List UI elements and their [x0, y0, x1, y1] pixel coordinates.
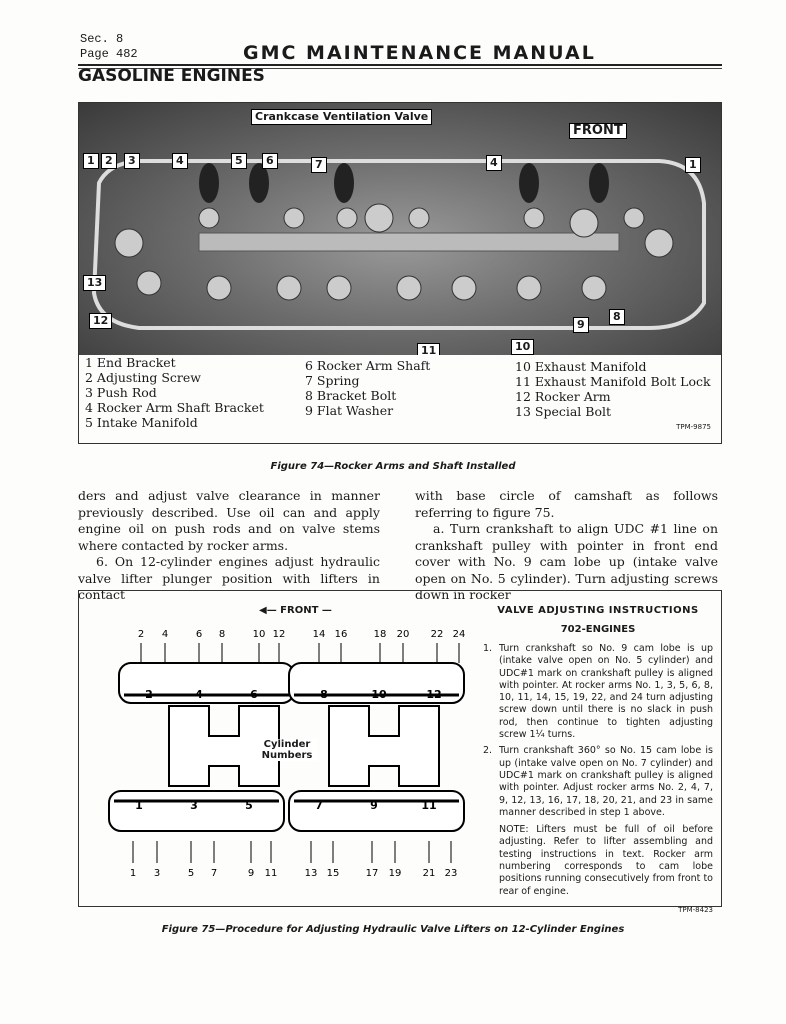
rocker-number-bottom: 3 [153, 868, 161, 879]
rocker-number-bottom: 21 [422, 868, 436, 879]
callout-8: 8 [609, 309, 625, 325]
callout-4: 4 [172, 153, 188, 169]
rocker-number-bottom: 17 [365, 868, 379, 879]
rocker-number-top: 22 [430, 629, 444, 640]
rocker-number-bottom: 23 [444, 868, 458, 879]
callout-10: 10 [511, 339, 534, 355]
legend-col-3 [515, 359, 711, 419]
rocker-number-bottom: 13 [304, 868, 318, 879]
cylinder-number: 1 [135, 799, 143, 812]
legend-item: 6 Rocker Arm Shaft [305, 358, 431, 373]
section-number: Sec. 8 [80, 32, 124, 46]
instructions-panel [483, 605, 713, 914]
instructions-subtitle: 702-ENGINES [560, 624, 636, 635]
rocker-number-top: 6 [195, 629, 203, 640]
rocker-number-top: 2 [137, 629, 145, 640]
rocker-number-bottom: 11 [264, 868, 278, 879]
cylinder-number: 9 [370, 799, 378, 812]
cylinder-number: 2 [145, 688, 153, 701]
callout-4b: 4 [486, 155, 502, 171]
callout-3: 3 [124, 153, 140, 169]
legend-item: 12 Rocker Arm [515, 389, 611, 404]
callout-7: 7 [311, 157, 327, 173]
cylinder-number: 12 [426, 688, 442, 701]
rocker-number-bottom: 1 [129, 868, 137, 879]
cylinder-number: 6 [250, 688, 258, 701]
body-right-column [415, 488, 718, 604]
front-label: FRONT [280, 605, 319, 616]
legend-item: 4 Rocker Arm Shaft Bracket [85, 400, 264, 415]
rocker-number-top: 20 [396, 629, 410, 640]
engine-illustration [79, 103, 721, 355]
callout-crankcase-ventilation-valve: Crankcase Ventilation Valve [251, 109, 432, 125]
section-page-ref [80, 32, 138, 62]
rocker-number-bottom: 5 [187, 868, 195, 879]
legend-item: 9 Flat Washer [305, 403, 394, 418]
page-number: Page 482 [80, 47, 138, 61]
rocker-number-top: 10 [252, 629, 266, 640]
instructions-title: VALVE ADJUSTING INSTRUCTIONS [497, 605, 699, 616]
legend-item: 11 Exhaust Manifold Bolt Lock [515, 374, 711, 389]
step-2 [483, 745, 713, 819]
legend-item: 10 Exhaust Manifold [515, 359, 647, 374]
legend-item: 5 Intake Manifold [85, 415, 198, 430]
cylinder-number: 8 [320, 688, 328, 701]
rocker-number-bottom: 7 [210, 868, 218, 879]
rocker-number-bottom: 9 [247, 868, 255, 879]
callout-2: 2 [101, 153, 117, 169]
step-text: Turn crankshaft 360° so No. 15 cam lobe is up (intake valve open on No. 7 cylinder) and UDC#1 mark on crankshaft pulley is aligned with pointer. Adjust rocker arms No. 2, 4, 7, 9, 12, 13, 16, 17, 18, 20, 21, and 23 in same manner described in step 1 above. [499, 745, 713, 818]
figure-74-caption: Figure 74—Rocker Arms and Shaft Installed [270, 461, 516, 472]
figure-code: TPM-8423 [678, 905, 713, 914]
legend-item: 7 Spring [305, 373, 360, 388]
rocker-number-top: 14 [312, 629, 326, 640]
front-indicator: ◀— FRONT — [259, 605, 332, 616]
step-1 [483, 643, 713, 741]
section-heading: GASOLINE ENGINES [78, 66, 265, 86]
legend-col-2 [305, 358, 430, 418]
callout-1: 1 [83, 153, 99, 169]
cylinder-number: 7 [315, 799, 323, 812]
rocker-number-top: 24 [452, 629, 466, 640]
legend-item: 13 Special Bolt [515, 404, 611, 419]
callout-9: 9 [573, 317, 589, 333]
rocker-number-bottom: 15 [326, 868, 340, 879]
legend-item: 8 Bracket Bolt [305, 388, 397, 403]
intake-manifold-right [329, 706, 439, 786]
rocker-number-top: 18 [373, 629, 387, 640]
step-number: 2. [483, 745, 493, 757]
instructions-note: NOTE: Lifters must be full of oil before adjusting. Refer to lifter assembling and testing instructions in text. Rocker arm numbering corresponds to cam lobe positions running consecutively from front to rear of engine. [499, 824, 713, 897]
callout-12: 12 [89, 313, 112, 329]
step-text: Turn crankshaft so No. 9 cam lobe is up (intake valve open on No. 5 cylinder) and UDC#1 mark on crankshaft pulley is aligned with pointer. At rocker arms No. 1, 3, 5, 6, 8, 10, 11, 14, 15, 19, 22, and 24 turn adjusting screw down until there is no slack in push rod, then continue to tighten adjusting screw 1¼ turns. [499, 643, 713, 741]
cylinder-number: 4 [195, 688, 203, 701]
manual-title: GMC MAINTENANCE MANUAL [243, 42, 596, 64]
rocker-number-bottom: 19 [388, 868, 402, 879]
callout-front: FRONT [569, 123, 627, 139]
legend-item: 2 Adjusting Screw [85, 370, 201, 385]
step-number: 1. [483, 643, 493, 654]
legend-col-1 [85, 355, 264, 430]
cylinder-number: 10 [371, 688, 387, 701]
rocker-number-top: 4 [161, 629, 169, 640]
cylinder-number: 11 [421, 799, 437, 812]
paragraph: 6. On 12-cylinder engines adjust hydraulic valve lifter plunger position with lifters in contact [78, 554, 380, 602]
legend-item: 1 End Bracket [85, 355, 176, 370]
paragraph: with base circle of camshaft as follows referring to figure 75. [415, 488, 718, 520]
legend-item: 3 Push Rod [85, 385, 157, 400]
rocker-number-top: 12 [272, 629, 286, 640]
cylinder-number: 5 [245, 799, 253, 812]
callout-5: 5 [231, 153, 247, 169]
body-left-column [78, 488, 380, 604]
paragraph: ders and adjust valve clearance in manner previously described. Use oil can and apply engine oil on push rods and on valve stems where contacted by rocker arms. [78, 488, 380, 553]
figure-code: TPM-9875 [676, 423, 711, 431]
callout-11: 11 [417, 343, 440, 355]
rocker-number-top: 16 [334, 629, 348, 640]
paragraph: a. Turn crankshaft to align UDC #1 line on crankshaft pulley with pointer in front end cover with No. 9 cam lobe up (intake valve open on No. 5 cylinder). Turn adjusting screws down in rocker [415, 521, 718, 602]
figure-75 [78, 590, 722, 914]
callout-1b: 1 [685, 157, 701, 173]
rocker-number-top: 8 [218, 629, 226, 640]
callout-6: 6 [262, 153, 278, 169]
callout-13: 13 [83, 275, 106, 291]
figure-75-caption: Figure 75—Procedure for Adjusting Hydraulic Valve Lifters on 12-Cylinder Engines [161, 924, 625, 935]
cylinder-number: 3 [190, 799, 198, 812]
engine-photo [79, 103, 721, 355]
cylinder-numbers-label: Cylinder Numbers [257, 739, 317, 761]
figure-74 [78, 102, 722, 444]
